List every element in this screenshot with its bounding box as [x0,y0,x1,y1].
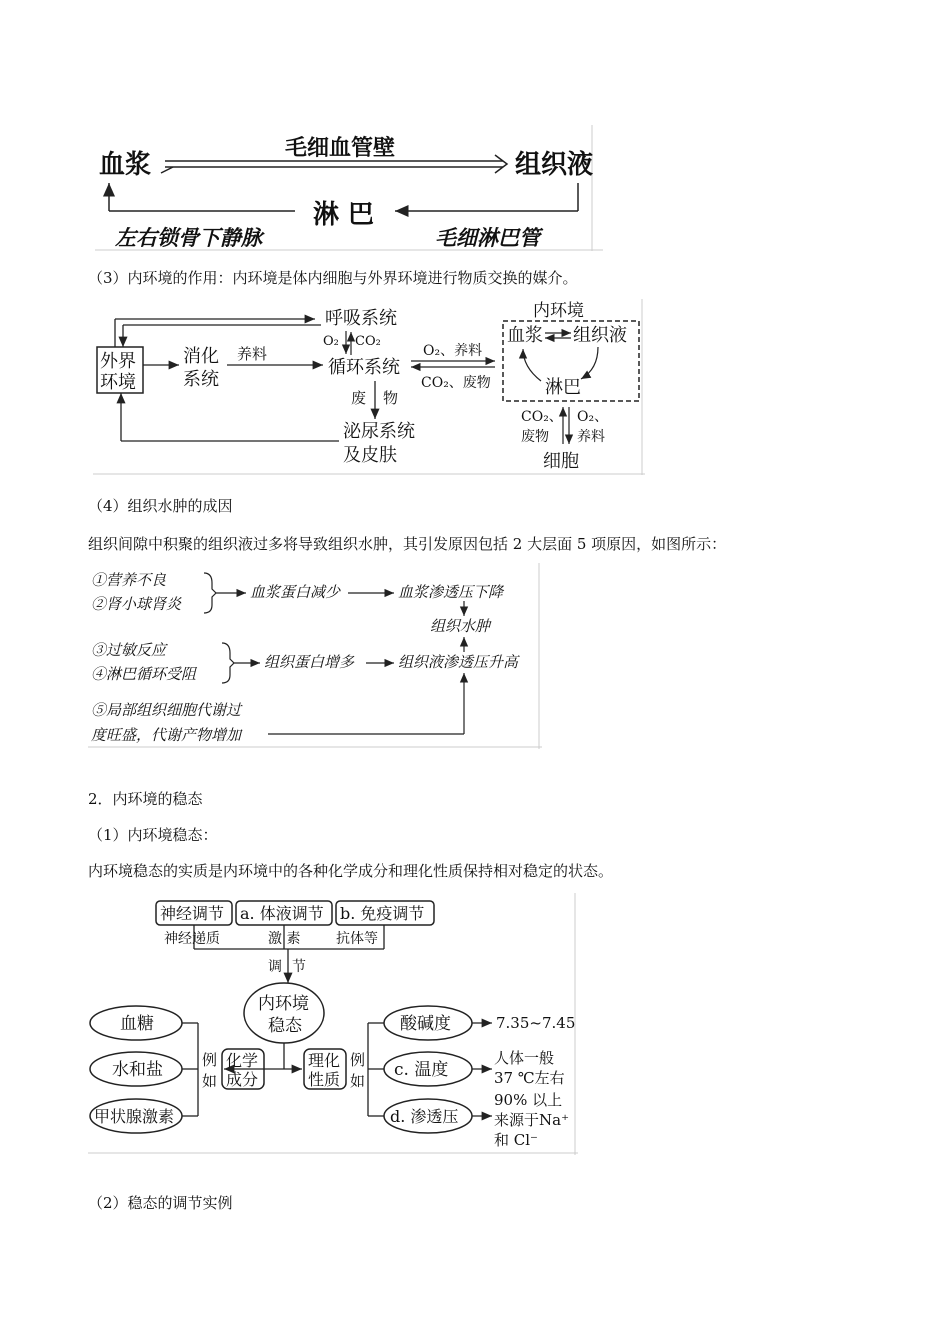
cause-allergy: ③过敏反应 [91,641,167,659]
urinary-line2: 及皮肤 [343,445,397,466]
homeostasis-line1: 内环境 [258,994,309,1014]
cause-lymph-blocked: ④淋巴循环受阻 [91,665,197,683]
ph-value: 7.35~7.45 [496,1014,576,1032]
cell-label: 细胞 [543,451,579,472]
co2-label: CO₂ [355,334,381,349]
ie-lymph-label: 淋巴 [545,377,581,398]
regulate-label-1: 调 [268,959,282,975]
figure-plasma-tissue-lymph [95,125,603,251]
waste-label-1: 废 [351,389,367,407]
figure-material-exchange [93,299,645,475]
example-right-2: 如 [350,1072,366,1090]
urinary-line1: 泌尿系统 [343,421,415,442]
immune-regulation: b. 免疫调节 [340,904,425,923]
plasma-label: 血浆 [99,150,152,180]
result-plasma-osm-down: 血浆渗透压下降 [398,583,504,601]
cell-o2-label: O₂、 [577,409,609,425]
thyroxine: 甲状腺激素 [94,1107,175,1126]
osm-value-1: 90% 以上 [494,1091,563,1109]
nutrients-label: 养料 [237,345,268,363]
respiratory-system-label: 呼吸系统 [325,308,397,329]
paragraph-edema-heading: （4）组织水肿的成因 [88,497,233,515]
cause-malnutrition: ①营养不良 [91,571,167,589]
osm-value-2: 来源于Na⁺ [494,1111,569,1129]
paragraph-edema-desc: 组织间隙中积聚的组织液过多将导致组织水肿，其引发原因包括 2 大层面 5 项原因，如图所示： [88,535,727,553]
digestive-line2: 系统 [183,369,219,390]
homeostasis-line2: 稳态 [268,1016,302,1036]
figure-edema-causes [88,563,542,749]
antibody-label: 抗体等 [336,931,378,947]
lymph-label: 淋 巴 [313,200,375,230]
o2-label: O₂ [323,334,339,349]
hormone-label: 激 素 [268,931,301,947]
section-heading-homeostasis: 2．内环境的稳态 [88,790,203,808]
chem-line2: 成分 [226,1070,259,1089]
external-env-line1: 外界 [100,351,136,372]
o2-nutrients-label: O₂、养料 [423,343,483,359]
cause-metabolism-line1: ⑤局部组织细胞代谢过 [91,701,242,719]
ie-plasma-label: 血浆 [507,325,543,346]
digestive-line1: 消化 [183,346,219,367]
result-tissue-protein-up: 组织蛋白增多 [264,653,355,671]
subclavian-vein-label: 左右锁骨下静脉 [115,225,262,250]
example-left-2: 如 [202,1072,218,1090]
phys-line1: 理化 [308,1051,341,1070]
neural-regulation: 神经调节 [160,904,225,923]
co2-waste-label: CO₂、废物 [421,375,491,391]
chem-line1: 化学 [226,1051,259,1070]
result-tissue-edema: 组织水肿 [430,617,491,635]
ie-tissue-fluid-label: 组织液 [573,325,627,346]
cell-co2-label: CO₂、 [521,409,563,425]
paragraph-regulation-example: （2）稳态的调节实例 [88,1194,233,1212]
circulatory-system-label: 循环系统 [328,357,400,378]
waste-label-2: 物 [383,389,399,407]
neurotransmitter-label: 神经递质 [164,931,220,947]
result-plasma-protein-down: 血浆蛋白减少 [250,583,341,601]
temp-value-1: 人体一般 [494,1049,555,1067]
cause-metabolism-line2: 度旺盛，代谢产物增加 [91,726,242,744]
cell-nutrients-label: 养料 [577,429,605,445]
lymph-capillary-label: 毛细淋巴管 [435,225,540,250]
internal-env-label: 内环境 [533,301,584,321]
temperature-label: c. 温度 [394,1060,449,1080]
capillary-wall-label: 毛细血管壁 [285,135,396,161]
result-tissue-osm-up: 组织液渗透压升高 [398,653,519,671]
external-env-line2: 环境 [100,372,136,393]
paragraph-homeostasis-sub: （1）内环境稳态： [88,826,218,844]
temp-value-2: 37 ℃左右 [494,1069,565,1087]
osmotic-label: d. 渗透压 [390,1107,459,1126]
osm-value-3: 和 Cl⁻ [494,1131,538,1149]
figure-homeostasis-regulation [88,893,578,1155]
example-left-1: 例 [202,1051,218,1069]
example-right-1: 例 [350,1051,366,1069]
cell-waste-label: 废物 [521,429,549,445]
paragraph-internal-env-role: （3）内环境的作用：内环境是体内细胞与外界环境进行物质交换的媒介。 [88,269,578,287]
blood-sugar: 血糖 [120,1014,154,1034]
water-salt: 水和盐 [112,1060,163,1080]
phys-line2: 性质 [308,1070,341,1089]
tissue-fluid-label: 组织液 [515,150,594,180]
regulate-label-2: 节 [292,959,306,975]
cause-nephritis: ②肾小球肾炎 [91,595,182,613]
paragraph-homeostasis-essence: 内环境稳态的实质是内环境中的各种化学成分和理化性质保持相对稳定的状态。 [88,862,614,880]
humoral-regulation: a. 体液调节 [240,904,324,923]
ph-label: 酸碱度 [400,1014,451,1034]
